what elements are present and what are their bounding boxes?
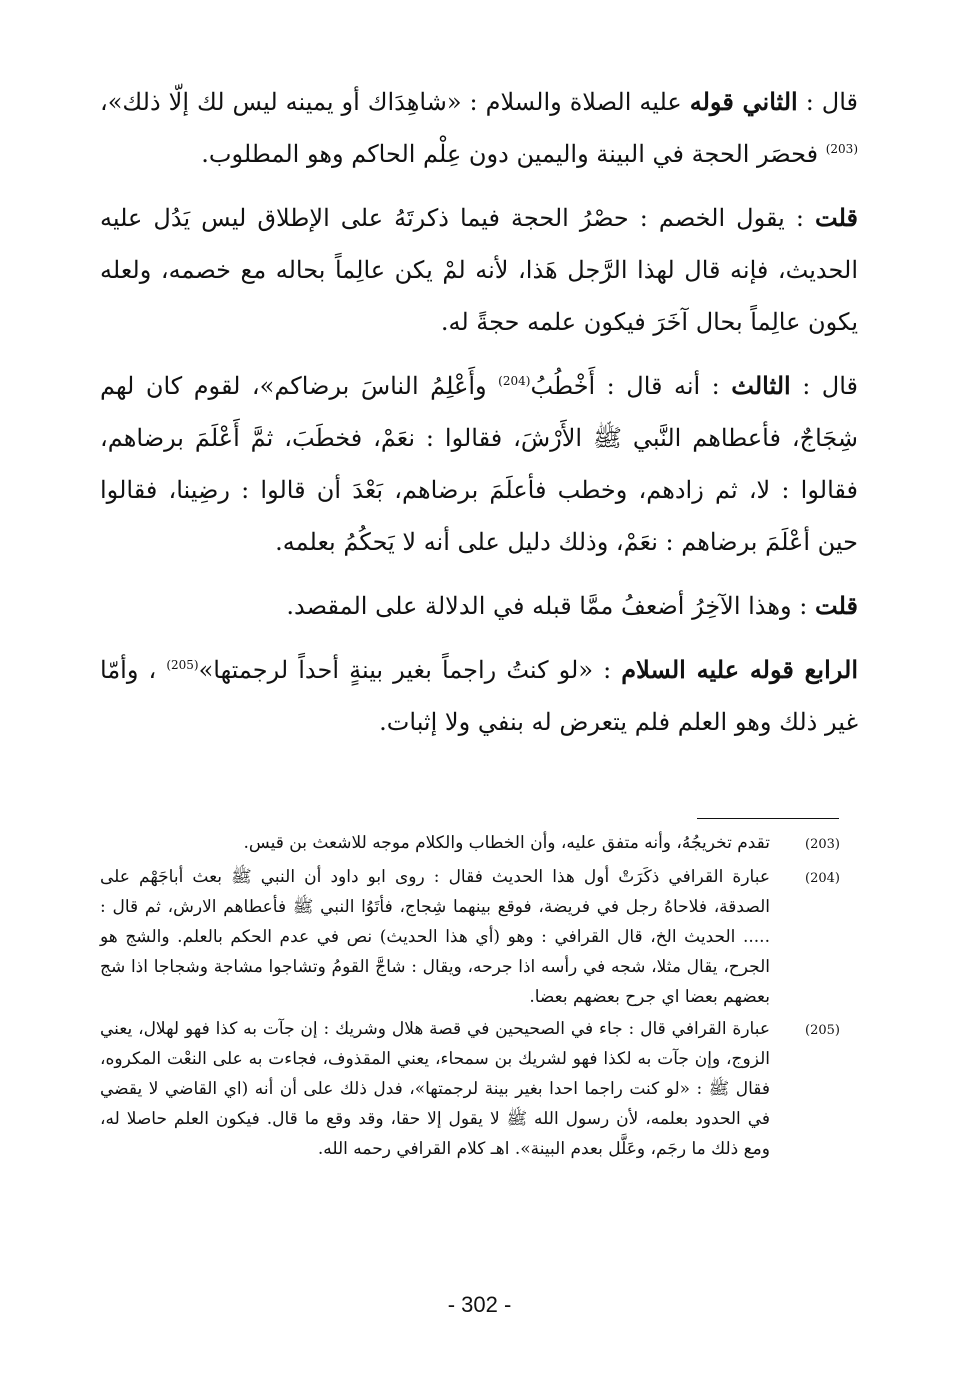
said-label: قال : [805, 88, 859, 116]
heading-third: الثالث [731, 371, 791, 400]
said-label: قال : [802, 372, 859, 400]
footnote-number: (204) [805, 871, 840, 886]
footnote-205 [100, 1014, 840, 1164]
footnote-text: عبارة القرافي ذكَرَتْ أول هذا الحديث فقال : روى ابو داود أن النبي ﷺ بعث أباجَهْم على الصدقة، فلاحاهُ رجل في فريضة، فوقع بينهما شِجاج، فأتَوُا النبي ﷺ فأعطاهم الارش، ثم قال : ..... الحديث الخ، قال القرافي : وهو (أي هذا الحديث) نص في عدم الحكم بالعلم. والشج هو الجرح، يقال مثلا، شجه في رأسه اذا جرحه، ويقال : شاجَّ القومُ وتشاجوا مشاجة وشجاجا اذا شج بعضهم بعضا اي جرح بعضهم بعضا. [100, 867, 770, 1007]
heading-second: الثاني قوله [689, 87, 798, 116]
paragraph-reply-1 [100, 192, 858, 348]
footnote-ref-203[interactable]: (203) [825, 142, 858, 156]
footnote-text: عبارة القرافي قال : جاء في الصحيحين في قصة هلال وشريك : إن جآت به كذا فهو لهلال، يعني الزوج، وإن جآت به لكذا فهو لشريك بن سمحاء، يعني المقذوف، فجاءت به على النعْت المكروه، فقال ﷺ : «لو كنت راجما احدا بغير بينة لرجمتها»، فدل ذلك على أن أنه (اي القاضي لا يقضي في الحدود بعلمه، لأن رسول الله ﷺ لا يقول إلا حقا، وقد وقع ما قال. فيكون العلم حاصلا له، ومع ذلك ما رجَم، وعَلَّل بعدم البينة». اهـ كلام القرافي رحمه الله. [100, 1019, 770, 1159]
footnote-204 [100, 862, 840, 1012]
paragraph-text: : يقول الخصم : حصْرُ الحجة فيما ذكرتَهُ على الإطلاق ليس يَدُل عليه الحديث، فإنه قال لهذا الرَّجل هَذا، لأنه لمْ يكن عالِماً بحاله مع خصمه، ولعله يكون عالِماً بحال آخَرَ فيكون علمه حجةً له. [100, 204, 858, 336]
footnote-number: (205) [805, 1023, 840, 1038]
footnote-203 [100, 828, 840, 860]
paragraph-tail: وأَعْلِمُ الناسَ برضاكم»، لقوم كان لهم شِجَاجٌ، فأعطاهم النَّبي ﷺ الأَرْشَ، فقالوا : نعَمْ، فخطَبَ، ثمَّ أَعْلَمَ برضاهم، فقالوا : لا، ثم زادهم، وخطب فأعلَمَ برضاهم، بَعْدَ أن قالوا : رضِينا، فقالوا حين أعْلَمَ برضاهم : نعَمْ، وذلك دليل على أنه لا يَحكُمُ بعلمه. [100, 372, 858, 556]
paragraph-tail: فحصَر الحجة في البينة واليمين دون عِلْم الحاكم وهو المطلوب. [201, 140, 819, 168]
paragraph-text: : أنه قال : أَخْطُبُ [530, 372, 720, 400]
heading-qultu: قلت [815, 203, 858, 232]
footnote-ref-204[interactable]: (204) [498, 374, 531, 388]
paragraph-text: عليه الصلاة والسلام : «شاهِدَاك أو يمينه ليس لك إلّا ذلك»، [100, 88, 682, 116]
footnote-ref-205[interactable]: (205) [166, 658, 199, 672]
footnotes [100, 828, 840, 1166]
footnote-text: تقدم تخريجُهُ، وأنه متفق عليه، وأن الخطاب والكلام موجه للاشعث بن قيس. [243, 833, 770, 853]
paragraph-tail: ، وأمّا غير ذلك وهو العلم فلم يتعرض له بنفي ولا إثبات. [100, 656, 858, 736]
footnote-number: (203) [805, 837, 840, 852]
heading-qultu: قلت [815, 591, 858, 620]
paragraph-text: : وهذا الآخِرُ أضعفُ ممَّا قبله في الدلالة على المقصد. [286, 592, 808, 620]
main-text [100, 76, 858, 760]
paragraph-fourth-argument [100, 644, 858, 748]
paragraph-reply-2 [100, 580, 858, 632]
footnote-separator [697, 818, 839, 819]
paragraph-third-argument [100, 360, 858, 568]
paragraph-second-argument [100, 76, 858, 180]
page-number: - 302 - [447, 1292, 512, 1317]
heading-fourth: الرابع قوله عليه السلام [621, 655, 859, 684]
paragraph-text: : «لو كنتُ راجماً بغير بينةٍ أحداً لرجمتها» [198, 656, 612, 684]
